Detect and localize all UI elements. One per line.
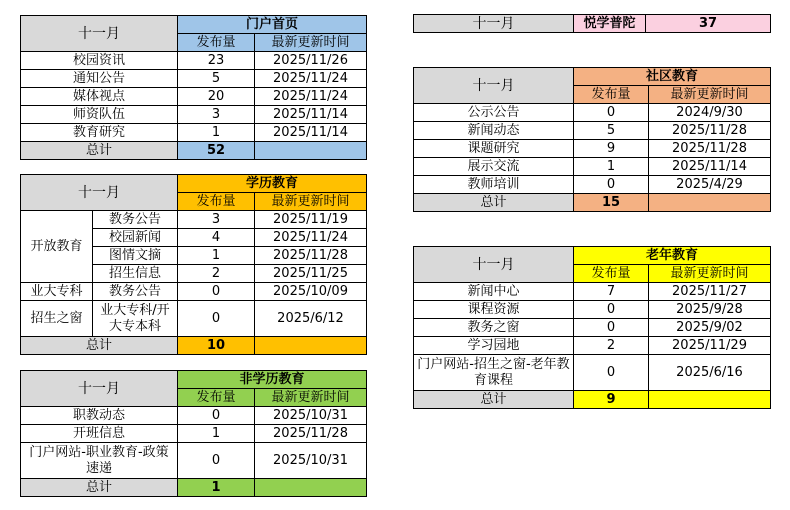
total-value: 9	[574, 391, 649, 409]
row-count: 2	[178, 265, 255, 283]
total-row	[21, 479, 367, 497]
row-name: 教务之窗	[414, 319, 574, 337]
total-row	[414, 391, 771, 409]
month-header: 十一月	[414, 247, 574, 283]
total-label: 总计	[414, 391, 574, 409]
count-column-header: 发布量	[178, 193, 255, 211]
table-row	[414, 337, 771, 355]
row-name: 展示交流	[414, 158, 574, 176]
row-count: 2	[574, 337, 649, 355]
community-table	[413, 67, 771, 212]
table-row	[21, 211, 367, 229]
row-count: 7	[574, 283, 649, 301]
table-row	[21, 425, 367, 443]
row-time: 2025/11/24	[255, 88, 367, 106]
row-count: 3	[178, 211, 255, 229]
row-count: 0	[178, 407, 255, 425]
row-count: 4	[178, 229, 255, 247]
row-count: 0	[178, 443, 255, 479]
section-count: 37	[646, 15, 771, 33]
row-count: 0	[574, 319, 649, 337]
total-value: 1	[178, 479, 255, 497]
row-name: 门户网站-招生之窗-老年教育课程	[414, 355, 574, 391]
row-time: 2025/11/28	[255, 247, 367, 265]
time-column-header: 最新更新时间	[255, 389, 367, 407]
row-time: 2025/11/19	[255, 211, 367, 229]
row-time: 2025/9/28	[649, 301, 771, 319]
academic-table	[20, 174, 367, 355]
month-header: 十一月	[21, 16, 178, 52]
row-count: 1	[178, 247, 255, 265]
table-row	[414, 319, 771, 337]
yuexue-table	[413, 14, 771, 33]
total-label: 总计	[414, 194, 574, 212]
row-name: 图情文摘	[93, 247, 178, 265]
total-row	[414, 194, 771, 212]
table-row	[21, 106, 367, 124]
row-count: 0	[574, 104, 649, 122]
section-title: 社区教育	[574, 68, 771, 86]
row-time: 2025/9/02	[649, 319, 771, 337]
row-name: 课题研究	[414, 140, 574, 158]
count-column-header: 发布量	[178, 389, 255, 407]
total-label: 总计	[21, 479, 178, 497]
row-count: 20	[178, 88, 255, 106]
total-blank	[255, 337, 367, 355]
row-time: 2025/11/25	[255, 265, 367, 283]
row-time: 2025/6/12	[255, 301, 367, 337]
row-count: 5	[178, 70, 255, 88]
nonacademic-table	[20, 370, 367, 497]
table-row	[21, 52, 367, 70]
row-time: 2025/11/28	[255, 425, 367, 443]
row-name: 门户网站-职业教育-政策速递	[21, 443, 178, 479]
row-name: 通知公告	[21, 70, 178, 88]
row-time: 2025/4/29	[649, 176, 771, 194]
row-time: 2024/9/30	[649, 104, 771, 122]
table-row	[21, 407, 367, 425]
month-header: 十一月	[21, 175, 178, 211]
row-name: 职教动态	[21, 407, 178, 425]
total-row	[21, 142, 367, 160]
count-column-header: 发布量	[574, 86, 649, 104]
count-column-header: 发布量	[574, 265, 649, 283]
table-row	[414, 104, 771, 122]
table-row	[21, 70, 367, 88]
row-count: 0	[178, 301, 255, 337]
section-title: 非学历教育	[178, 371, 367, 389]
group-label: 业大专科	[21, 283, 93, 301]
section-title: 门户首页	[178, 16, 367, 34]
row-time: 2025/11/24	[255, 229, 367, 247]
group-label: 招生之窗	[21, 301, 93, 337]
row-time: 2025/11/14	[649, 158, 771, 176]
row-name: 教师培训	[414, 176, 574, 194]
table-row	[21, 443, 367, 479]
row-name: 师资队伍	[21, 106, 178, 124]
table-row	[414, 140, 771, 158]
row-count: 5	[574, 122, 649, 140]
row-time: 2025/10/31	[255, 407, 367, 425]
row-name: 公示公告	[414, 104, 574, 122]
month-header: 十一月	[414, 15, 574, 33]
time-column-header: 最新更新时间	[255, 34, 367, 52]
table-row	[414, 355, 771, 391]
row-count: 0	[574, 301, 649, 319]
row-name: 新闻动态	[414, 122, 574, 140]
section-title: 学历教育	[178, 175, 367, 193]
row-time: 2025/11/27	[649, 283, 771, 301]
total-value: 52	[178, 142, 255, 160]
row-time: 2025/6/16	[649, 355, 771, 391]
row-time: 2025/10/09	[255, 283, 367, 301]
section-title: 老年教育	[574, 247, 771, 265]
row-time: 2025/11/24	[255, 70, 367, 88]
row-name: 教务公告	[93, 283, 178, 301]
time-column-header: 最新更新时间	[255, 193, 367, 211]
portal-table	[20, 15, 367, 160]
time-column-header: 最新更新时间	[649, 86, 771, 104]
total-blank	[255, 142, 367, 160]
row-time: 2025/11/28	[649, 122, 771, 140]
row-time: 2025/11/28	[649, 140, 771, 158]
row-count: 9	[574, 140, 649, 158]
table-row	[414, 301, 771, 319]
row-name: 教育研究	[21, 124, 178, 142]
row-time: 2025/10/31	[255, 443, 367, 479]
total-value: 10	[178, 337, 255, 355]
month-header: 十一月	[21, 371, 178, 407]
row-count: 0	[178, 283, 255, 301]
row-name: 课程资源	[414, 301, 574, 319]
table-row	[414, 176, 771, 194]
row-time: 2025/11/26	[255, 52, 367, 70]
row-count: 1	[574, 158, 649, 176]
row-time: 2025/11/14	[255, 124, 367, 142]
time-column-header: 最新更新时间	[649, 265, 771, 283]
total-label: 总计	[21, 142, 178, 160]
row-count: 3	[178, 106, 255, 124]
total-value: 15	[574, 194, 649, 212]
row-name: 业大专科/开大专本科	[93, 301, 178, 337]
row-name: 开班信息	[21, 425, 178, 443]
row-count: 0	[574, 176, 649, 194]
row-name: 媒体视点	[21, 88, 178, 106]
senior-table	[413, 246, 771, 409]
row-name: 教务公告	[93, 211, 178, 229]
table-row	[414, 158, 771, 176]
total-blank	[255, 479, 367, 497]
row-name: 新闻中心	[414, 283, 574, 301]
row-name: 招生信息	[93, 265, 178, 283]
table-row	[414, 122, 771, 140]
row-count: 1	[178, 124, 255, 142]
table-row	[21, 301, 367, 337]
table-row	[21, 88, 367, 106]
table-row	[21, 283, 367, 301]
table-row	[414, 283, 771, 301]
total-row	[21, 337, 367, 355]
row-name: 学习园地	[414, 337, 574, 355]
count-column-header: 发布量	[178, 34, 255, 52]
row-name: 校园资讯	[21, 52, 178, 70]
total-label: 总计	[21, 337, 178, 355]
table-row	[21, 124, 367, 142]
row-count: 1	[178, 425, 255, 443]
row-time: 2025/11/14	[255, 106, 367, 124]
total-blank	[649, 391, 771, 409]
row-count: 0	[574, 355, 649, 391]
total-blank	[649, 194, 771, 212]
group-label: 开放教育	[21, 211, 93, 283]
row-count: 23	[178, 52, 255, 70]
section-title: 悦学普陀	[574, 15, 646, 33]
row-time: 2025/11/29	[649, 337, 771, 355]
month-header: 十一月	[414, 68, 574, 104]
row-name: 校园新闻	[93, 229, 178, 247]
